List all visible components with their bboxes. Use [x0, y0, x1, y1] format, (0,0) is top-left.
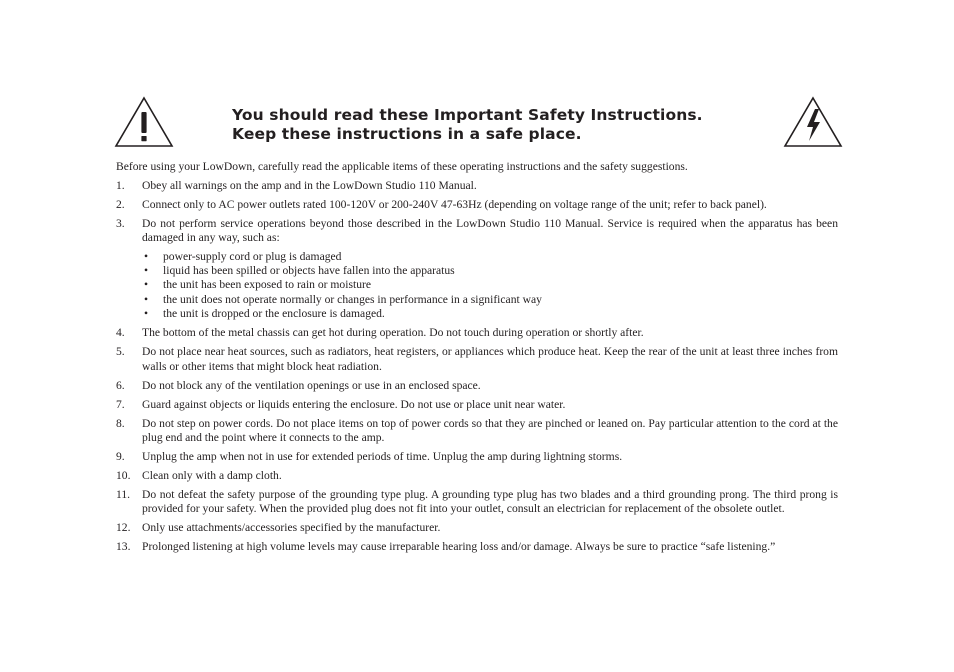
heading-line-1: You should read these Important Safety Instructions. [232, 106, 703, 124]
service-conditions-list [142, 250, 838, 322]
bullet: • [144, 307, 149, 321]
item-number: 1. [116, 178, 125, 192]
electrical-shock-warning-icon [783, 96, 843, 148]
item-text: Clean only with a damp cloth. [142, 469, 282, 483]
instruction-item-11 [116, 488, 838, 517]
item-text: Only use attachments/accessories specified by the manufacturer. [142, 521, 441, 535]
item-text: Guard against objects or liquids entering the enclosure. Do not use or place unit near water. [142, 397, 566, 411]
item-text: Do not defeat the safety purpose of the grounding type plug. A grounding type plug has two blades and a third grounding prong. The third prong is provided for your safety. When the provided plug does not fit into your outlet, consult an electrician for replacement of the obsolete outlet. [142, 488, 838, 516]
list-item: • power-supply cord or plug is damaged [144, 249, 342, 263]
list-item: • the unit is dropped or the enclosure is damaged. [144, 307, 385, 321]
instruction-item-7 [116, 398, 838, 412]
item-text: The bottom of the metal chassis can get hot during operation. Do not touch during operation or shortly after. [142, 326, 644, 340]
bullet: • [144, 264, 149, 278]
instruction-item-6 [116, 379, 838, 393]
safety-header [0, 0, 954, 160]
instruction-item-2 [116, 198, 838, 212]
item-number: 9. [116, 450, 125, 464]
list-item: • the unit does not operate normally or changes in performance in a significant way [144, 292, 542, 306]
intro-paragraph: Before using your LowDown, carefully read the applicable items of these operating instructions and the safety suggestions. [116, 160, 688, 173]
instruction-item-4 [116, 326, 838, 340]
item-number: 3. [116, 216, 125, 230]
heading-line-2: Keep these instructions in a safe place. [232, 125, 582, 143]
item-number: 7. [116, 397, 125, 411]
instruction-item-8 [116, 417, 838, 446]
instruction-item-13 [116, 540, 838, 554]
item-number: 10. [116, 469, 131, 483]
item-text: Do not place near heat sources, such as radiators, heat registers, or appliances which produce heat. Keep the rear of the unit at least three inches from walls or other items that might block heat radiation. [142, 345, 838, 373]
exclamation-warning-icon [114, 96, 174, 148]
item-text: Unplug the amp when not in use for extended periods of time. Unplug the amp during lightning storms. [142, 450, 623, 464]
bullet: • [144, 292, 149, 306]
instruction-item-5 [116, 345, 838, 374]
safety-instructions [116, 160, 838, 559]
item-text: Do not perform service operations beyond those described in the LowDown Studio 110 Manual. Service is required when the apparatus has been damaged in any way, such as: [142, 216, 838, 245]
item-number: 2. [116, 197, 125, 211]
item-text: Connect only to AC power outlets rated 100-120V or 200-240V 47-63Hz (depending on voltage range of the unit; refer to back panel). [142, 197, 767, 211]
list-item: • liquid has been spilled or objects have fallen into the apparatus [144, 264, 455, 278]
item-number: 6. [116, 378, 125, 392]
instruction-item-1 [116, 179, 838, 193]
item-text: Obey all warnings on the amp and in the LowDown Studio 110 Manual. [142, 178, 477, 192]
instruction-item-12 [116, 521, 838, 535]
item-text: Do not step on power cords. Do not place items on top of power cords so that they are pinched or leaned on. Pay particular attention to the cord at the plug end and the point where it connects to the amp. [142, 416, 838, 445]
instruction-item-9 [116, 450, 838, 464]
bullet: • [144, 278, 149, 292]
item-text: Prolonged listening at high volume levels may cause irreparable hearing loss and/or damage. Always be sure to practice “safe listening.” [142, 540, 776, 554]
instruction-item-10 [116, 469, 838, 483]
item-number: 4. [116, 326, 125, 340]
item-number: 11. [116, 488, 131, 502]
item-text: Do not block any of the ventilation openings or use in an enclosed space. [142, 378, 481, 392]
item-number: 12. [116, 521, 131, 535]
item-number: 5. [116, 345, 125, 359]
item-number: 13. [116, 540, 131, 554]
item-number: 8. [116, 416, 125, 430]
safety-heading [232, 106, 772, 144]
bullet: • [144, 249, 149, 263]
list-item: • the unit has been exposed to rain or moisture [144, 278, 371, 292]
instruction-item-3 [116, 217, 838, 322]
